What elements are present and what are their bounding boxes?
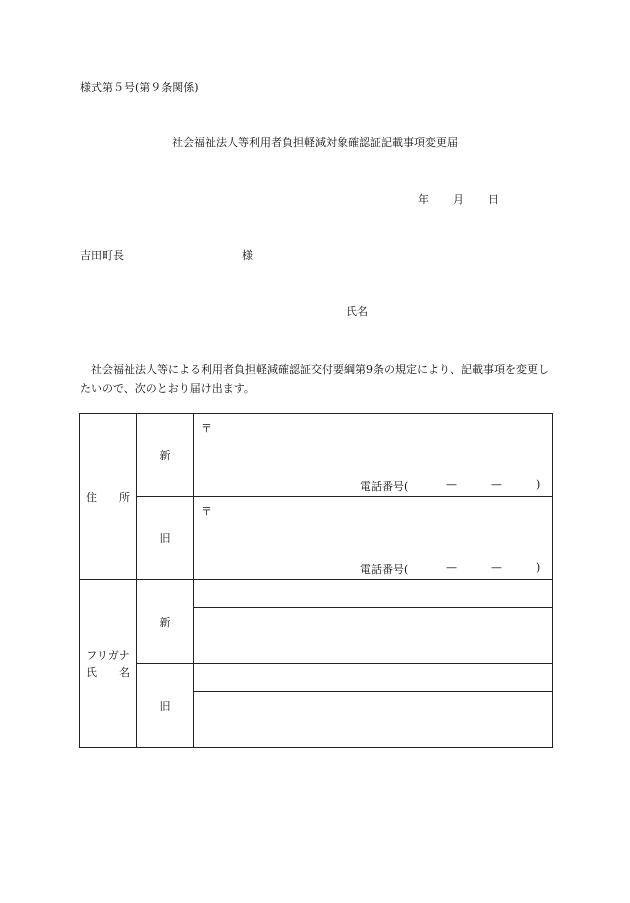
phone-dash: —	[446, 478, 457, 491]
phone-dash: —	[491, 561, 502, 574]
phone-close: )	[536, 478, 541, 491]
phone-dash: —	[491, 478, 502, 491]
applicant-name-label: 氏名	[346, 305, 368, 318]
name-new-kana-row	[80, 580, 553, 608]
date-day-label: 日	[488, 193, 499, 206]
address-old-label: 旧	[137, 497, 194, 580]
kana-label: フリガナ	[86, 648, 130, 662]
date-year-label: 年	[418, 193, 429, 206]
phone-close: )	[536, 561, 541, 574]
form-table	[79, 413, 553, 748]
phone-dash: —	[446, 561, 457, 574]
name-old-kana-row	[80, 664, 553, 692]
postal-mark: 〒	[201, 422, 212, 435]
body-text: 社会福祉法人等による利用者負担軽減確認証交付要綱第9条の規定により、記載事項を変更したいので、次のとおり届け出ます。	[80, 363, 549, 395]
address-new-row	[80, 414, 553, 497]
address-old-row	[80, 497, 553, 580]
form-number: 様式第５号(第９条関係)	[80, 81, 199, 94]
name-old-label: 旧	[137, 664, 194, 748]
addressee-suffix: 様	[242, 249, 253, 262]
name-new-label: 新	[137, 580, 194, 664]
address-label-cell	[80, 414, 137, 580]
name-new-kana-field[interactable]	[194, 580, 553, 608]
postal-mark: 〒	[201, 505, 212, 518]
address-new-field[interactable]	[194, 414, 553, 497]
name-new-field[interactable]	[194, 608, 553, 664]
phone-label: 電話番号(	[360, 563, 409, 576]
name-label: 氏 名	[86, 665, 130, 679]
name-label-cell	[80, 580, 137, 748]
phone-label: 電話番号(	[360, 480, 409, 493]
form-title: 社会福祉法人等利用者負担軽減対象確認証記載事項変更届	[172, 136, 458, 149]
address-new-label: 新	[137, 414, 194, 497]
addressee-name: 吉田町長	[80, 249, 124, 262]
name-old-field[interactable]	[194, 692, 553, 748]
date-month-label: 月	[453, 193, 464, 206]
address-old-field[interactable]	[194, 497, 553, 580]
address-label: 住 所	[86, 490, 130, 504]
name-old-kana-field[interactable]	[194, 664, 553, 692]
